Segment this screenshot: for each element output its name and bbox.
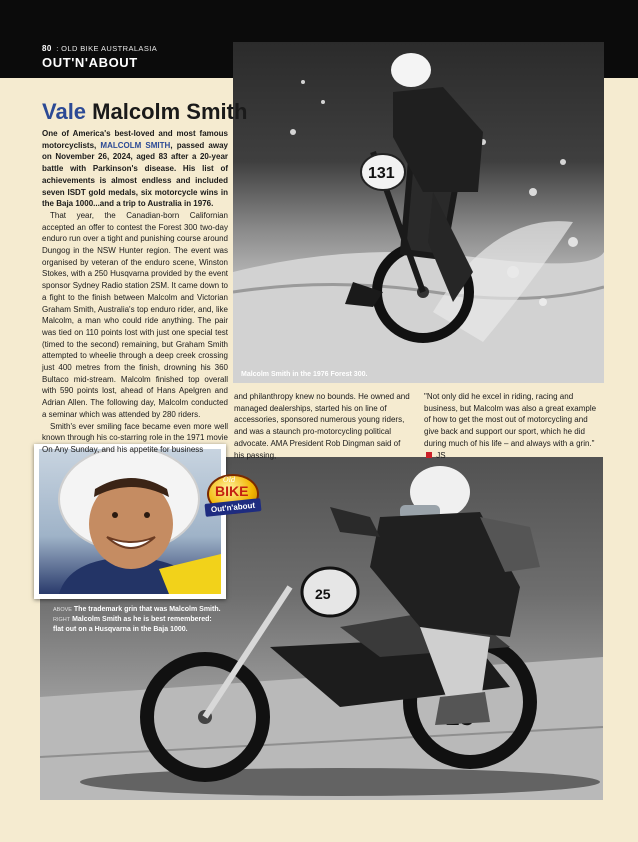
folio (42, 44, 157, 53)
page-number: 80 (42, 44, 52, 53)
logo-bike-text: BIKE (215, 483, 249, 499)
article-headline (42, 99, 247, 125)
article-intro (42, 128, 228, 210)
article-column-2 (234, 391, 410, 461)
logo-out-n-about-text: Out'n'about (204, 498, 261, 517)
article-paragraph-2: Smith's ever smiling face became even more well known through his co-starring role in the 1971 movie On Any Sunday, and his appetite for business (42, 421, 228, 454)
section-title: OUT'N'ABOUT (42, 55, 138, 70)
publication-name: OLD BIKE AUSTRALASIA (61, 44, 158, 53)
headline-name: Malcolm Smith (92, 99, 248, 124)
closing-quote: "Not only did he excel in riding, racing and business, but Malcolm was also a great example of how to get the most out of motorcycling and give back and support our sport, which he did during much of his life – and always with a grin." (424, 392, 597, 448)
intro-part-2: , passed away on November 26, 2024, aged 83 after a 20-year battle with Parkinson's disease. His list of achievements is almost endless and included seven ISDT gold medals, six motorcycle wins in the Baja 1000...and a trip to Australia in 1976. (42, 140, 228, 209)
article-column-3 (424, 391, 602, 461)
photo-forest-300-illustration (233, 42, 604, 383)
old-bike-out-n-about-logo (203, 470, 263, 520)
inset-portrait (39, 449, 221, 594)
photo-forest-300 (233, 42, 604, 383)
folio-separator: : (56, 44, 59, 53)
inset-portrait-frame (34, 444, 226, 599)
end-mark-icon (426, 452, 432, 458)
headline-accent: Vale (42, 99, 87, 124)
article-paragraph-4 (424, 391, 602, 461)
caption-right-text: Malcolm Smith as he is best remembered: flat out on a Husqvarna in the Baja 1000. (53, 616, 212, 633)
portrait-illustration (39, 449, 221, 594)
caption-above-text: The trademark grin that was Malcolm Smith. (73, 606, 221, 613)
article-paragraph-3: and philanthropy knew no bounds. He owned and managed dealerships, started his on line of accessories, sponsored numerous young riders, and was a staunch pro-motorcycling political advocate. AMA President Rob Dingman said of his passing, (234, 392, 410, 460)
photo1-race-number: 131 (368, 165, 395, 182)
photo2-front-number-plate: 25 (315, 586, 331, 602)
intro-name: MALCOLM SMITH (100, 140, 171, 150)
caption-right-label: RIGHT (53, 617, 71, 623)
logo-old-text: Old (223, 476, 236, 484)
author-initials: JS (436, 450, 446, 460)
intro-part-1: One of America's best-loved and most famous motorcyclists, (42, 129, 228, 150)
photo-caption-forest-300: Malcolm Smith in the 1976 Forest 300. (241, 371, 368, 378)
article-column-1 (42, 128, 228, 456)
article-paragraph-1: That year, the Canadian-born Californian accepted an offer to contest the Forest 300 two-day enduro run over a tight and punishing course around Dungog in the NSW Hunter region. The event was organised by veteran of the enduro scene, Winston Stokes, with a 250 Husqvarna provided by the event sponsor Sydney Radio station 2SM. It came down to a fight to the finish between Malcolm and Victorian Graham Smith, Australia's top enduro rider, and, like Malcolm, a man who could ride anything. The pair was tied on 110 points lost with just one special test (timed to the second) remaining, but Graham Smith attempted to wheelie through a deep creek crossing just 400 metres from the finish, drowning his 360 Bultaco mid-stream. Malcolm finished top overall with 590 points lost, ahead of Hans Apelgren and Adrian Allen. The following day, Malcolm conducted a seminar which was attended by 280 riders. (42, 210, 228, 419)
caption-above-label: ABOVE (53, 607, 72, 613)
photo-captions-above-right (53, 605, 223, 635)
